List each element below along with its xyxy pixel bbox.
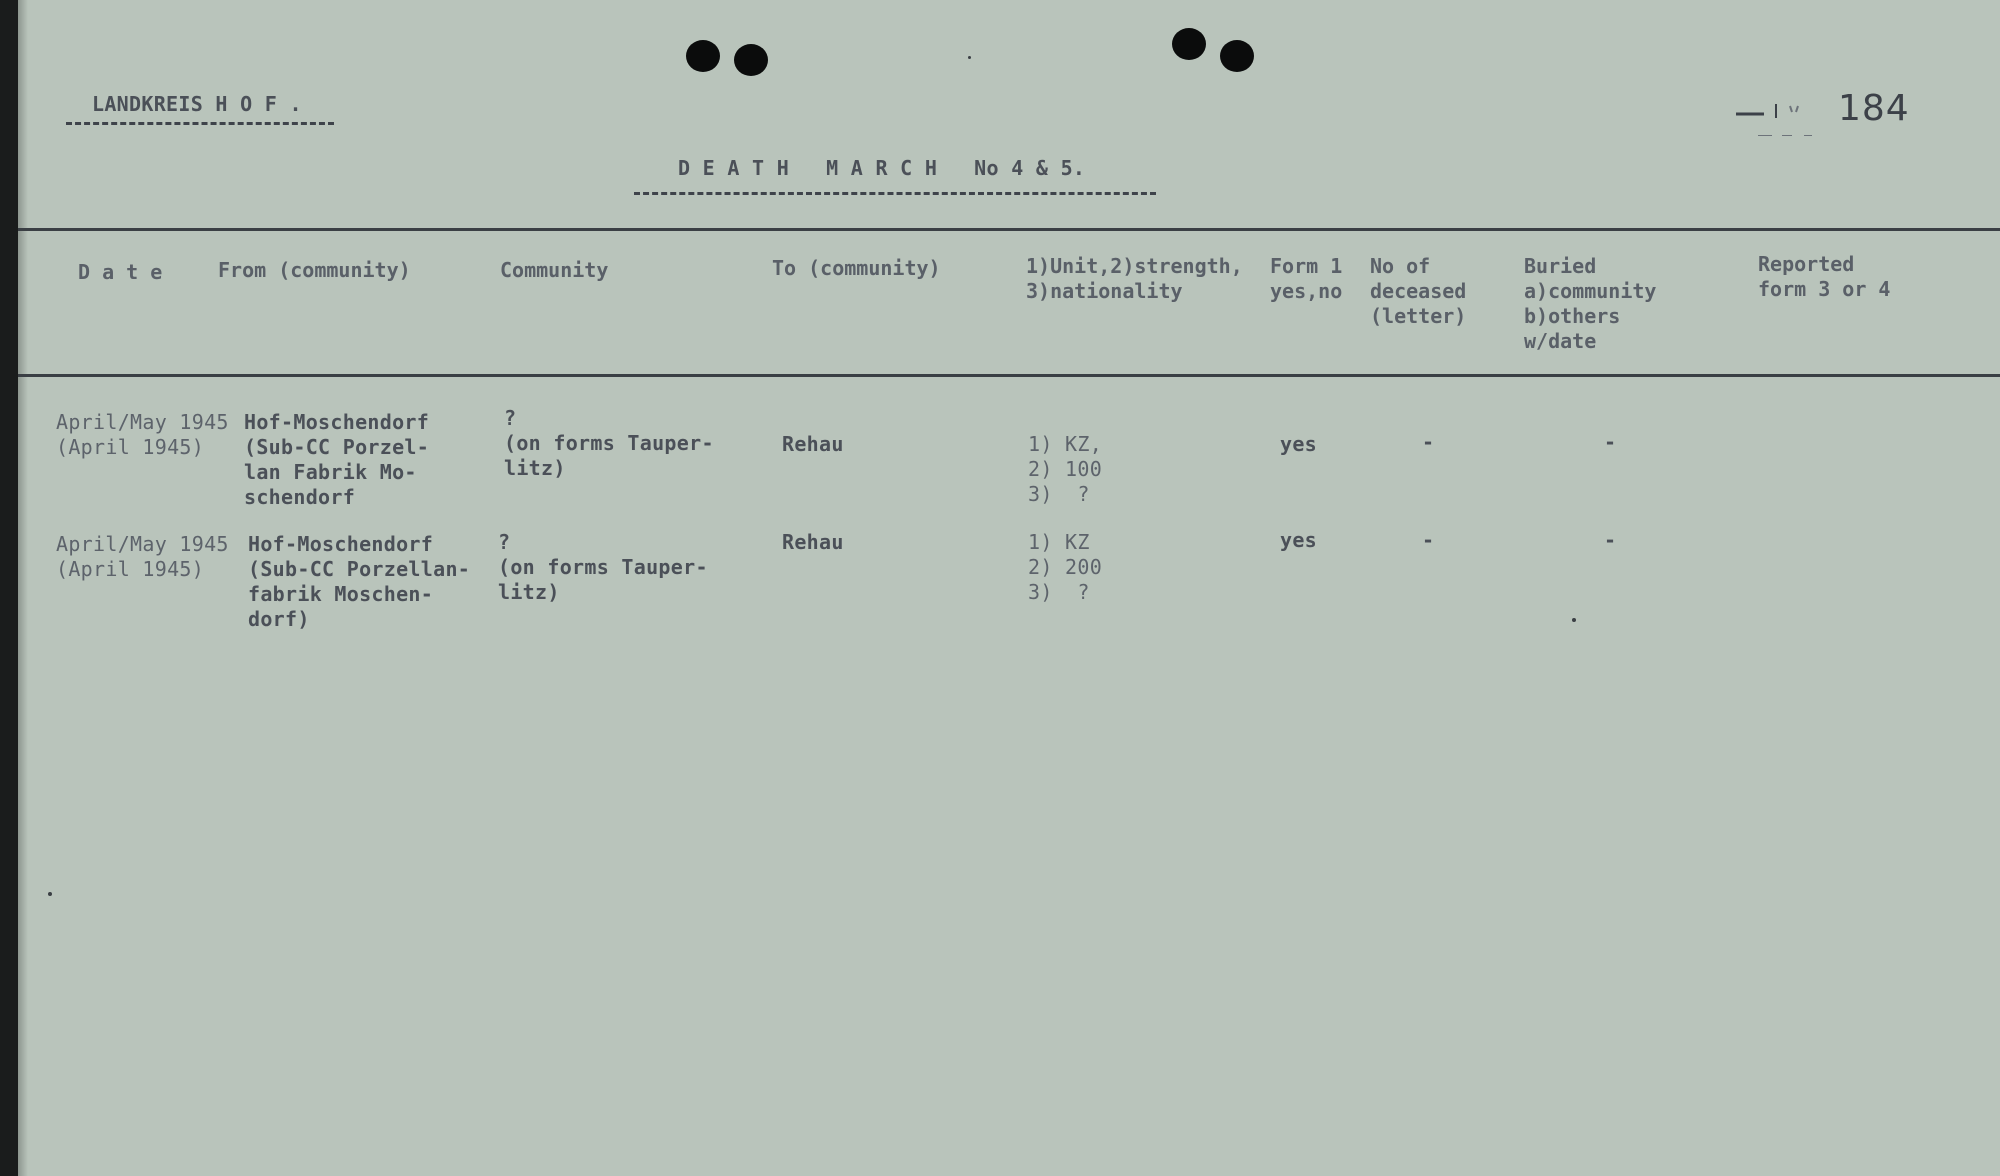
row-from: Hof-Moschendorf (Sub-CC Porzellan- fabrik Moschen- dorf) (248, 532, 471, 631)
column-header-from: From (community) (218, 258, 411, 282)
column-header-form1: Form 1 yes,no (1270, 254, 1343, 303)
column-header-date: D a t e (78, 260, 163, 284)
scan-left-edge (0, 0, 18, 1176)
column-header-community: Community (500, 258, 609, 282)
header-bottom-rule (18, 374, 2000, 377)
row-form1: yes (1280, 528, 1318, 552)
column-header-buried: Buried a)community b)others w/date (1524, 254, 1657, 353)
row-community: ? (on forms Tauper- litz) (498, 530, 708, 604)
punch-hole-1 (686, 40, 720, 72)
row-unit: 1) KZ 2) 200 3) ? (1028, 530, 1103, 604)
column-header-to: To (community) (772, 256, 941, 280)
row-date: April/May 1945 (April 1945) (56, 532, 229, 581)
row-date: April/May 1945 (April 1945) (56, 410, 229, 459)
punch-hole-4 (1220, 40, 1254, 72)
row-deceased: - (1422, 528, 1435, 552)
ink-speck (968, 56, 971, 59)
district-heading: LANDKREIS H O F . (92, 92, 302, 116)
pencil-mark (1734, 96, 1844, 136)
page-number: 184 (1838, 88, 1910, 129)
punch-hole-2 (734, 44, 768, 76)
district-underline (66, 122, 334, 125)
title-underline (634, 192, 1156, 195)
row-buried: - (1604, 430, 1617, 454)
column-header-reported: Reported form 3 or 4 (1758, 252, 1891, 301)
card-edge-shadow (18, 0, 28, 1176)
punch-hole-3 (1172, 28, 1206, 60)
row-deceased: - (1422, 430, 1435, 454)
row-buried: - (1604, 528, 1617, 552)
row-community: ? (on forms Tauper- litz) (504, 406, 714, 480)
index-card (18, 0, 2000, 1176)
row-to: Rehau (782, 432, 844, 456)
row-unit: 1) KZ, 2) 100 3) ? (1028, 432, 1103, 506)
column-header-unit: 1)Unit,2)strength, 3)nationality (1026, 254, 1243, 303)
ink-speck (1572, 618, 1576, 622)
row-from: Hof-Moschendorf (Sub-CC Porzel- lan Fabrik Mo- schendorf (244, 410, 430, 509)
ink-speck (48, 892, 52, 896)
document-title: D E A T H M A R C H No 4 & 5. (678, 156, 1086, 180)
header-top-rule (18, 228, 2000, 231)
row-to: Rehau (782, 530, 844, 554)
column-header-deceased: No of deceased (letter) (1370, 254, 1467, 328)
row-form1: yes (1280, 432, 1318, 456)
